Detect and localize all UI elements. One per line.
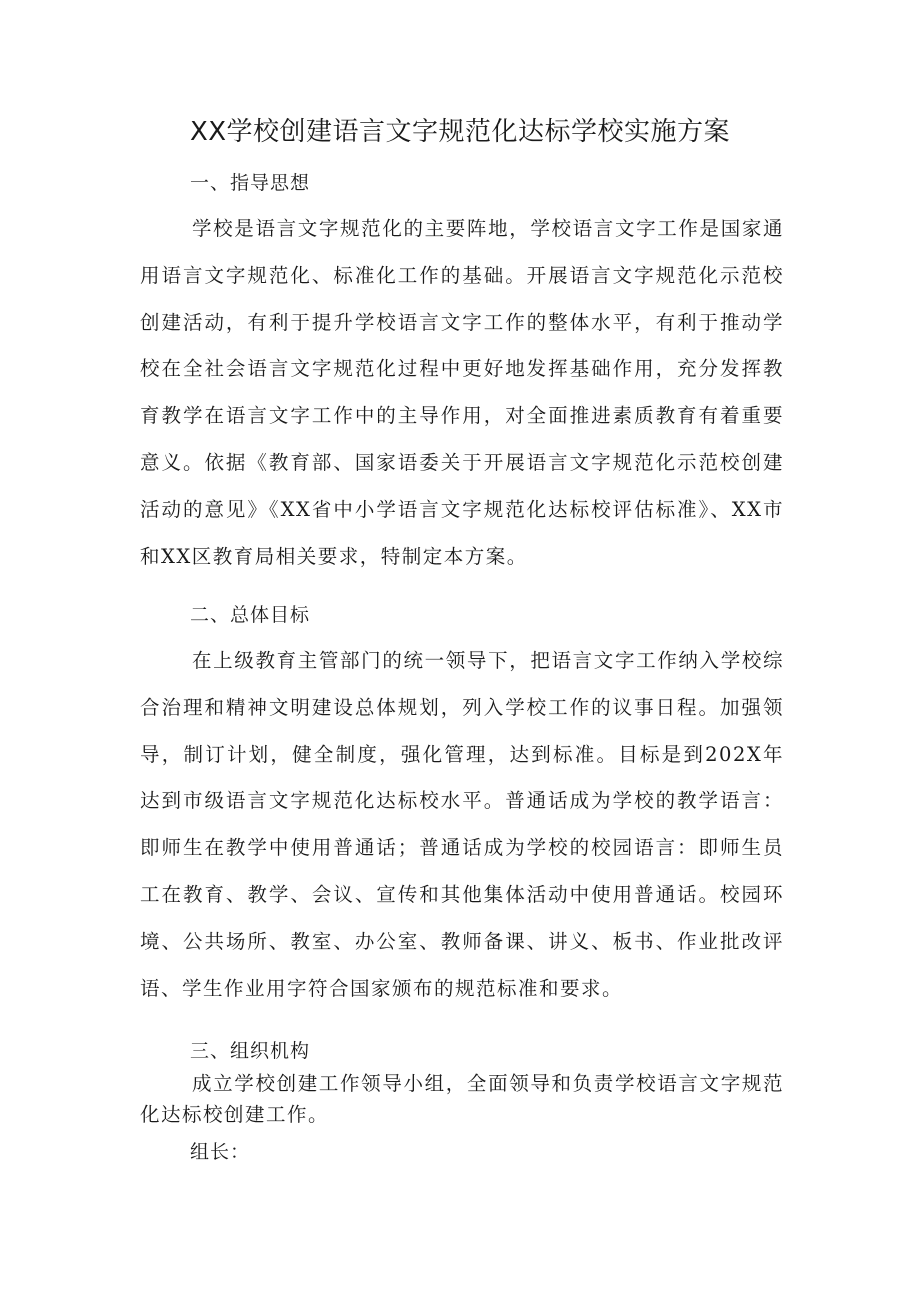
leader-label: 组长： [190, 1141, 251, 1163]
section-heading-overall-goal: 二、总体目标 [190, 604, 311, 626]
section-body-overall-goal: 在上级教育主管部门的统一领导下，把语言文字工作纳入学校综合治理和精神文明建设总体规划，列入学校工作的议事日程。加强领导，制订计划，健全制度，强化管理，达到标准。目标是到202X年达到市级语言文字规范化达标校水平。普通话成为学校的教学语言：即师生在教学中使用普通话；普通话成为学校的校园语言：即师生员工在教育、教学、会议、宣传和其他集体活动中使用普通话。校园环境、公共场所、教室、办公室、教师备课、讲义、板书、作业批改评语、学生作业用字符合国家颁布的规范标准和要求。 [140, 649, 784, 1000]
section-body-guiding-ideology: 学校是语言文字规范化的主要阵地，学校语言文字工作是国家通用语言文字规范化、标准化工作的基础。开展语言文字规范化示范校创建活动，有利于提升学校语言文字工作的整体水平，有利于推动学校在全社会语言文字规范化过程中更好地发挥基础作用，充分发挥教育教学在语言文字工作中的主导作用，对全面推进素质教育有着重要意义。依据《教育部、国家语委关于开展语言文字规范化示范校创建活动的意见》《XX省中小学语言文字规范化达标校评估标准》、XX市和XX区教育局相关要求，特制定本方案。 [140, 217, 784, 568]
section-heading-guiding-ideology: 一、指导思想 [190, 172, 311, 194]
section-heading-organization: 三、组织机构 [190, 1040, 311, 1062]
document-title: XX学校创建语言文字规范化达标学校实施方案 [189, 117, 731, 147]
section-body-organization: 成立学校创建工作领导小组，全面领导和负责学校语言文字规范化达标校创建工作。 [140, 1072, 784, 1126]
